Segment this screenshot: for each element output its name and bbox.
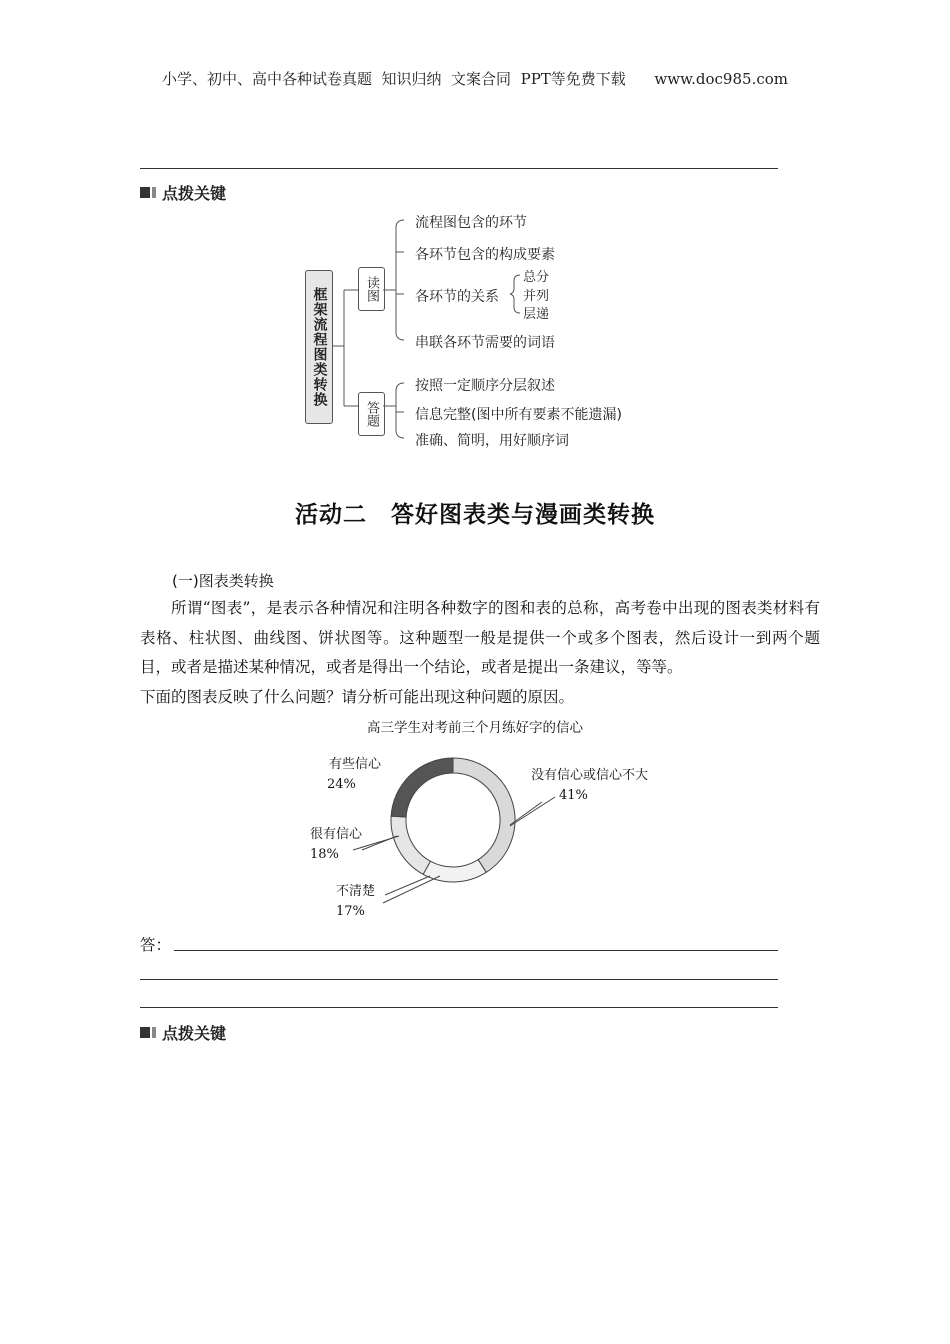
page-header: 小学、初中、高中各种试卷真题 知识归纳 文案合同 PPT等免费下载 www.doc985.com: [161, 70, 788, 88]
answer-line[interactable]: [174, 950, 778, 951]
relation-item: 总分: [523, 270, 550, 285]
read-item: 各环节包含的构成要素: [415, 247, 555, 263]
answer-box-label: 答题: [364, 401, 379, 427]
slice-label: [329, 755, 381, 795]
answer-item: 准确、简明，用好顺序词: [415, 433, 569, 449]
chart-title: 高三学生对考前三个月练好字的信心: [367, 720, 583, 736]
slice-value: 18%: [310, 847, 339, 862]
square-icon: [152, 1027, 156, 1038]
read-item: 各环节的关系: [415, 289, 499, 305]
relation-item: 并列: [523, 289, 550, 304]
slice-name: 很有信心: [310, 827, 363, 842]
answer-item: 信息完整(图中所有要素不能遗漏): [415, 407, 622, 423]
leader-line: [383, 876, 440, 903]
read-label: 读图: [364, 276, 379, 302]
slice-name: 有些信心: [329, 757, 382, 772]
relation-item: 层递: [523, 307, 550, 322]
key-label-text: 点拨关键: [162, 184, 227, 203]
slice-label: [531, 766, 648, 806]
subsection-title: (一)图表类转换: [172, 572, 274, 590]
paragraph: 所谓“图表”，是表示各种情况和注明各种数字的图和表的总称，高考卷中出现的图表类材料有表格、柱状图、曲线图、饼状图等。这种题型一般是提供一个或多个图表，然后设计一到两个题目，或者是描述某种情况，或者是得出一个结论，或者是提出一条建议，等等。: [140, 599, 820, 676]
slice-value: 17%: [336, 904, 365, 919]
root-label: 框架流程图类转换: [311, 287, 328, 407]
slice-name: 不清楚: [336, 884, 376, 899]
slice-value: 41%: [559, 788, 588, 803]
key-label-2: [140, 1021, 226, 1044]
square-icon: [140, 1027, 150, 1038]
paragraph: 下面的图表反映了什么问题？请分析可能出现这种问题的原因。: [140, 687, 575, 706]
slice-label: [310, 825, 362, 865]
slice-label: [336, 882, 375, 922]
answer-line[interactable]: [140, 1007, 778, 1008]
section-title: 活动二 答好图表类与漫画类转换: [295, 502, 655, 528]
key-label-text: 点拨关键: [162, 1024, 227, 1043]
answer-label: 答：: [140, 936, 172, 954]
read-item: 流程图包含的环节: [415, 215, 527, 231]
slice-value: 24%: [327, 777, 356, 792]
slice-name: 没有信心或信心不大: [531, 768, 649, 783]
answer-item: 按照一定顺序分层叙述: [415, 378, 555, 394]
answer-line[interactable]: [140, 979, 778, 980]
read-item: 串联各环节需要的词语: [415, 335, 555, 351]
